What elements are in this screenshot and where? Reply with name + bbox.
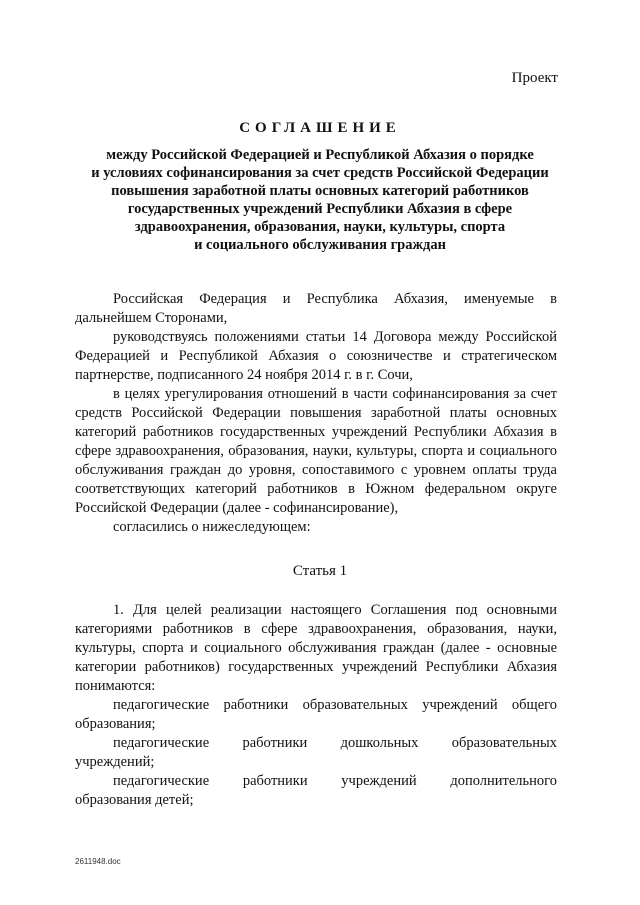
subtitle-line: между Российской Федерацией и Республикой Абхазия о порядке (106, 147, 534, 163)
article-body (75, 601, 557, 810)
draft-label: Проект (511, 70, 558, 86)
preamble-paragraph: согласились о нижеследующем: (113, 519, 311, 535)
list-item-continuation: учреждений; (75, 754, 155, 770)
list-item: педагогические работники дошкольных образовательных (113, 735, 557, 751)
subtitle-line: здравоохранения, образования, науки, культуры, спорта (134, 219, 506, 235)
list-item: педагогические работники образовательных учреждений общего (113, 697, 557, 713)
document-title: СОГЛАШЕНИЕ (239, 120, 401, 136)
list-item: педагогические работники учреждений дополнительного (113, 773, 557, 789)
subtitle-line: и социального обслуживания граждан (194, 237, 446, 253)
preamble-paragraph: в целях урегулирования отношений в части софинансирования за счет средств Российской Федерации повышения заработной платы основных категорий работников государственных учреждений Республики Абхазия в сфере здравоохранения, образования, науки, культуры, спорта и социального обслуживания граждан до уровня, сопоставимого с уровнем оплаты труда соответствующих категорий работников в Южном федеральном округе Российской Федерации (далее - софинансирование), (75, 386, 557, 516)
subtitle-line: повышения заработной платы основных категорий работников (111, 183, 529, 199)
article-heading: Статья 1 (292, 563, 348, 579)
preamble (75, 290, 557, 537)
footer-file-name: 2611948.doc (75, 857, 121, 866)
clause-paragraph: 1. Для целей реализации настоящего Соглашения под основными категориями работников в сфере здравоохранения, образования, науки, культуры, спорта и социального обслуживания граждан (далее - основные категории работников) государственных учреждений Республики Абхазия понимаются: (75, 602, 557, 694)
subtitle-line: государственных учреждений Республики Абхазия в сфере (127, 201, 513, 217)
list-item-continuation: образования; (75, 716, 156, 732)
list-item-continuation: образования детей; (75, 792, 194, 808)
preamble-paragraph: руководствуясь положениями статьи 14 Договора между Российской Федерацией и Республикой Абхазия о союзничестве и стратегическом партнерстве, подписанного 24 ноября 2014 г. в г. Сочи, (75, 329, 557, 383)
preamble-paragraph: Российская Федерация и Республика Абхазия, именуемые в дальнейшем Сторонами, (75, 291, 557, 326)
subtitle-line: и условиях софинансирования за счет средств Российской Федерации (91, 165, 549, 181)
document-subtitle (80, 146, 560, 254)
